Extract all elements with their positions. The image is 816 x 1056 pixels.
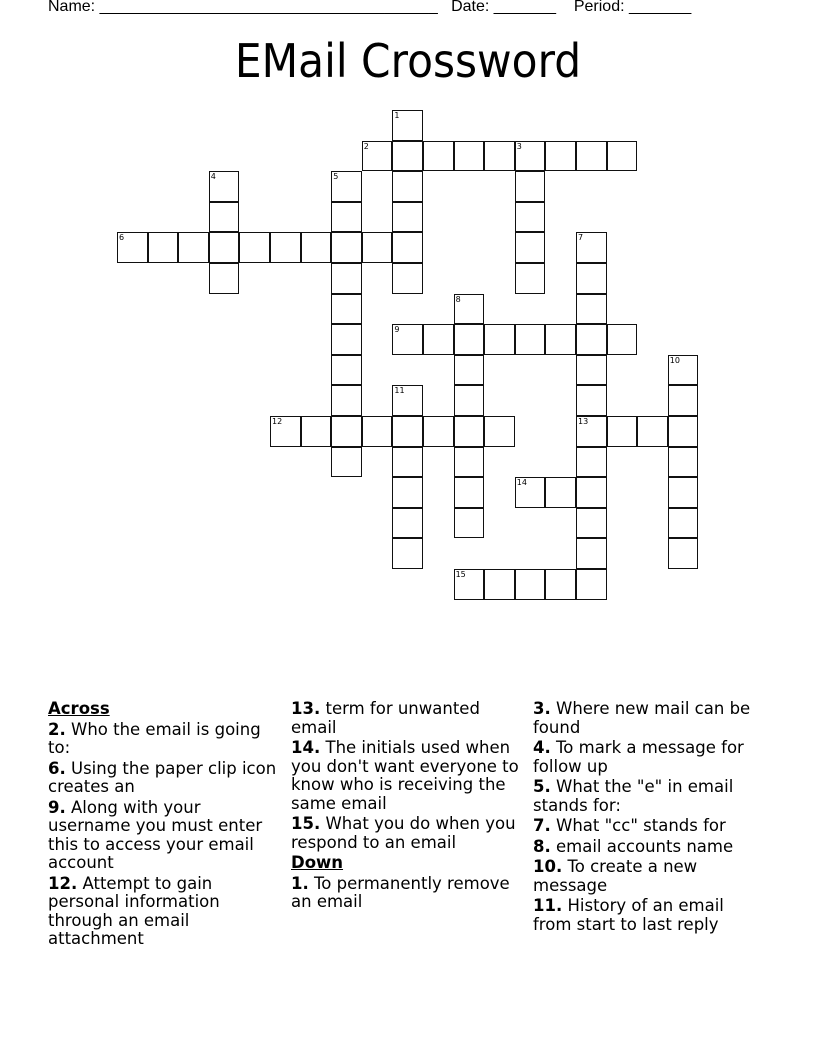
grid-cell[interactable] bbox=[454, 385, 485, 416]
grid-cell[interactable] bbox=[576, 232, 607, 263]
grid-cell[interactable] bbox=[362, 232, 393, 263]
cell-number: 3 bbox=[516, 141, 522, 151]
grid-cell[interactable] bbox=[576, 508, 607, 539]
cell-number: 7 bbox=[578, 233, 584, 243]
grid-cell[interactable] bbox=[331, 202, 362, 233]
clue-number: 11. bbox=[533, 896, 563, 915]
grid-cell[interactable] bbox=[331, 385, 362, 416]
clue-across-2 bbox=[48, 721, 280, 758]
grid-cell[interactable] bbox=[515, 477, 546, 508]
grid-cell[interactable] bbox=[515, 324, 546, 355]
clue-across-14 bbox=[291, 739, 523, 813]
clue-text: History of an email from start to last reply bbox=[533, 896, 724, 934]
grid-cell[interactable] bbox=[668, 385, 699, 416]
grid-cell[interactable] bbox=[454, 294, 485, 325]
grid-cell[interactable] bbox=[362, 416, 393, 447]
grid-cell[interactable] bbox=[392, 538, 423, 569]
cell-number: 1 bbox=[394, 111, 400, 120]
clue-text: Using the paper clip icon creates an bbox=[48, 758, 277, 796]
grid-cell[interactable] bbox=[607, 324, 638, 355]
page-title: EMail Crossword bbox=[234, 34, 582, 88]
clue-number: 7. bbox=[533, 816, 551, 835]
clues-column-2 bbox=[291, 700, 523, 914]
date-field[interactable]: _______ bbox=[493, 0, 557, 15]
grid-cell[interactable] bbox=[454, 355, 485, 386]
name-label: Name: bbox=[48, 0, 96, 15]
grid-cell[interactable] bbox=[515, 263, 546, 294]
clue-text: Where new mail can be found bbox=[533, 699, 751, 737]
grid-cell[interactable] bbox=[209, 171, 240, 202]
grid-cell[interactable] bbox=[454, 569, 485, 600]
grid-cell[interactable] bbox=[607, 416, 638, 447]
clue-text: email accounts name bbox=[556, 836, 734, 856]
grid-cell[interactable] bbox=[484, 416, 515, 447]
clue-text: Who the email is going to: bbox=[48, 719, 261, 757]
clue-number: 12. bbox=[48, 873, 78, 893]
grid-cell[interactable] bbox=[668, 416, 699, 447]
cell-number: 13 bbox=[578, 417, 589, 426]
grid-cell[interactable] bbox=[454, 416, 485, 447]
grid-cell[interactable] bbox=[423, 141, 454, 172]
clue-across-13 bbox=[291, 700, 523, 737]
grid-cell[interactable] bbox=[270, 416, 301, 447]
grid-cell[interactable] bbox=[576, 447, 607, 478]
grid-cell[interactable] bbox=[178, 232, 209, 263]
grid-cell[interactable] bbox=[576, 324, 607, 355]
clue-down-3 bbox=[533, 700, 765, 737]
clue-number: 5. bbox=[533, 777, 551, 796]
grid-cell[interactable] bbox=[117, 232, 148, 263]
cell-number: 10 bbox=[669, 355, 680, 365]
grid-cell[interactable] bbox=[148, 232, 179, 263]
grid-cell[interactable] bbox=[576, 538, 607, 569]
grid-cell[interactable] bbox=[362, 141, 393, 172]
clue-text: What the "e" in email stands for: bbox=[533, 777, 734, 815]
cell-number: 6 bbox=[119, 233, 125, 243]
cell-number: 4 bbox=[210, 172, 216, 182]
grid-cell[interactable] bbox=[392, 324, 423, 355]
grid-cell[interactable] bbox=[392, 416, 423, 447]
grid-cell[interactable] bbox=[331, 263, 362, 294]
grid-cell[interactable] bbox=[392, 508, 423, 539]
grid-cell[interactable] bbox=[576, 263, 607, 294]
clue-down-10 bbox=[533, 858, 765, 895]
grid-cell[interactable] bbox=[301, 416, 332, 447]
grid-cell[interactable] bbox=[545, 569, 576, 600]
cell-number: 2 bbox=[363, 141, 369, 151]
grid-cell[interactable] bbox=[209, 202, 240, 233]
grid-cell[interactable] bbox=[515, 569, 546, 600]
clue-number: 15. bbox=[291, 814, 321, 833]
clue-number: 9. bbox=[48, 797, 66, 817]
grid-cell[interactable] bbox=[576, 141, 607, 172]
grid-cell[interactable] bbox=[576, 385, 607, 416]
grid-cell[interactable] bbox=[392, 232, 423, 263]
grid-cell[interactable] bbox=[545, 141, 576, 172]
grid-cell[interactable] bbox=[545, 477, 576, 508]
cell-number: 14 bbox=[516, 478, 527, 488]
clue-number: 4. bbox=[533, 738, 551, 757]
grid-cell[interactable] bbox=[331, 355, 362, 386]
grid-cell[interactable] bbox=[454, 447, 485, 478]
clue-text: What you do when you respond to an email bbox=[291, 814, 516, 852]
grid-cell[interactable] bbox=[484, 141, 515, 172]
clue-across-6 bbox=[48, 760, 280, 797]
grid-cell[interactable] bbox=[668, 477, 699, 508]
grid-cell[interactable] bbox=[545, 324, 576, 355]
grid-cell[interactable] bbox=[484, 324, 515, 355]
clue-number: 14. bbox=[291, 738, 321, 757]
grid-cell[interactable] bbox=[301, 232, 332, 263]
grid-cell[interactable] bbox=[668, 508, 699, 539]
grid-cell[interactable] bbox=[392, 171, 423, 202]
grid-cell[interactable] bbox=[209, 232, 240, 263]
grid-cell[interactable] bbox=[637, 416, 668, 447]
grid-cell[interactable] bbox=[270, 232, 301, 263]
clue-number: 6. bbox=[48, 758, 66, 778]
grid-cell[interactable] bbox=[392, 477, 423, 508]
grid-cell[interactable] bbox=[607, 141, 638, 172]
grid-cell[interactable] bbox=[392, 141, 423, 172]
grid-cell[interactable] bbox=[576, 416, 607, 447]
grid-cell[interactable] bbox=[392, 447, 423, 478]
cell-number: 5 bbox=[333, 172, 339, 182]
cell-number: 8 bbox=[455, 294, 461, 304]
grid-cell[interactable] bbox=[392, 110, 423, 141]
clues-column-3 bbox=[533, 700, 765, 936]
period-label: Period: bbox=[573, 0, 625, 15]
grid-cell[interactable] bbox=[454, 324, 485, 355]
grid-cell[interactable] bbox=[331, 232, 362, 263]
clue-number: 8. bbox=[533, 836, 551, 856]
grid-cell[interactable] bbox=[331, 447, 362, 478]
cell-number: 11 bbox=[394, 386, 405, 396]
down-heading: Down bbox=[291, 853, 344, 872]
grid-cell[interactable] bbox=[423, 416, 454, 447]
grid-cell[interactable] bbox=[331, 171, 362, 202]
grid-cell[interactable] bbox=[515, 202, 546, 233]
grid-cell[interactable] bbox=[576, 355, 607, 386]
clue-number: 3. bbox=[533, 699, 551, 718]
grid-cell[interactable] bbox=[668, 355, 699, 386]
cell-number: 9 bbox=[394, 325, 400, 335]
clue-number: 10. bbox=[533, 857, 563, 876]
clue-text: To permanently remove an email bbox=[291, 873, 510, 911]
clues-column-1 bbox=[48, 700, 280, 951]
grid-cell[interactable] bbox=[331, 324, 362, 355]
grid-cell[interactable] bbox=[515, 141, 546, 172]
clue-number: 13. bbox=[291, 699, 321, 718]
clue-down-7 bbox=[533, 817, 765, 836]
clue-down-1 bbox=[291, 875, 523, 912]
cell-number: 15 bbox=[455, 570, 466, 579]
grid-cell[interactable] bbox=[576, 477, 607, 508]
cell-number: 12 bbox=[272, 417, 283, 426]
grid-cell[interactable] bbox=[515, 232, 546, 263]
across-heading: Across bbox=[48, 699, 110, 718]
period-field[interactable]: _______ bbox=[629, 0, 692, 15]
clue-number: 2. bbox=[48, 719, 66, 739]
grid-cell[interactable] bbox=[331, 416, 362, 447]
grid-cell[interactable] bbox=[454, 477, 485, 508]
clue-across-15 bbox=[291, 815, 523, 852]
clue-text: The initials used when you don't want everyone to know who is receiving the same email bbox=[291, 738, 519, 813]
grid-cell[interactable] bbox=[392, 202, 423, 233]
clue-text: To create a new message bbox=[533, 857, 698, 895]
clue-down-11 bbox=[533, 897, 765, 934]
grid-cell[interactable] bbox=[454, 141, 485, 172]
name-field[interactable]: ______________________________________ bbox=[99, 0, 438, 15]
grid-cell[interactable] bbox=[209, 263, 240, 294]
clue-text: What "cc" stands for bbox=[556, 816, 726, 835]
grid-cell[interactable] bbox=[668, 447, 699, 478]
grid-cell[interactable] bbox=[392, 385, 423, 416]
grid-cell[interactable] bbox=[239, 232, 270, 263]
date-label: Date: bbox=[451, 0, 490, 15]
clue-down-5 bbox=[533, 778, 765, 815]
clue-down-8 bbox=[533, 838, 765, 857]
clue-text: To mark a message for follow up bbox=[533, 738, 744, 776]
grid-cell[interactable] bbox=[668, 538, 699, 569]
grid-cell[interactable] bbox=[392, 263, 423, 294]
clue-text: Attempt to gain personal information through an email attachment bbox=[48, 873, 220, 948]
clue-number: 1. bbox=[291, 873, 309, 893]
grid-cell[interactable] bbox=[576, 294, 607, 325]
grid-cell[interactable] bbox=[515, 171, 546, 202]
clue-down-4 bbox=[533, 739, 765, 776]
grid-cell[interactable] bbox=[576, 569, 607, 600]
clue-across-12 bbox=[48, 875, 280, 949]
grid-cell[interactable] bbox=[454, 508, 485, 539]
clue-across-9 bbox=[48, 799, 280, 873]
clue-text: term for unwanted email bbox=[291, 699, 480, 737]
grid-cell[interactable] bbox=[484, 569, 515, 600]
clue-text: Along with your username you must enter this to access your email account bbox=[48, 797, 263, 872]
grid-cell[interactable] bbox=[423, 324, 454, 355]
grid-cell[interactable] bbox=[331, 294, 362, 325]
